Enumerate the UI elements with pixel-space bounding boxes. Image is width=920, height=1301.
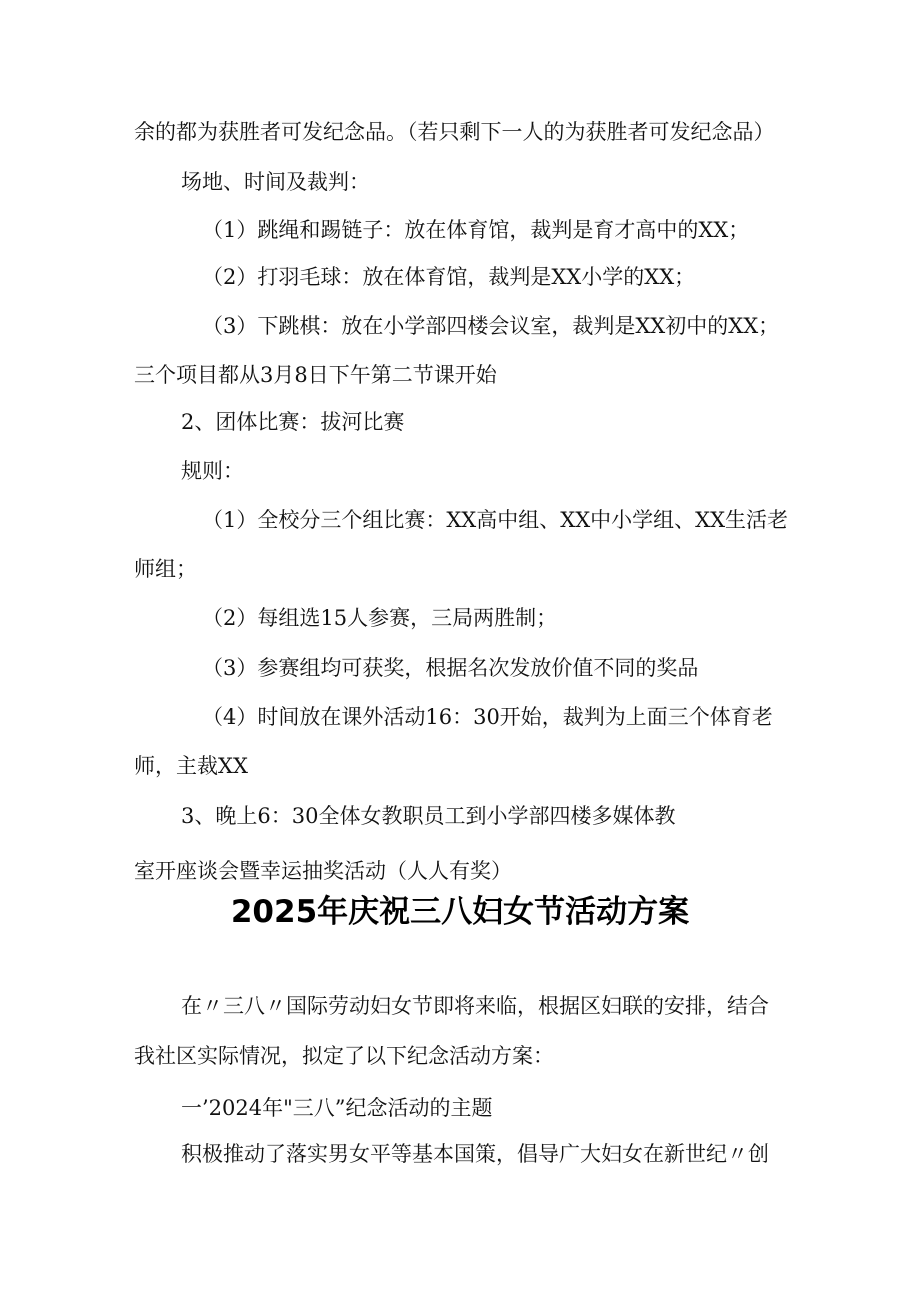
section-heading: 一’2024年"三八”纪念活动的主题 xyxy=(181,1096,493,1120)
list-item: （4）时间放在课外活动16：30开始，裁判为上面三个体育老 xyxy=(202,705,773,729)
body-line: 师组； xyxy=(134,557,197,581)
body-line: 在〃三八〃国际劳动妇女节即将来临，根据区妇联的安排，结合 xyxy=(181,994,769,1018)
list-item: （3）下跳棋：放在小学部四楼会议室，裁判是XX初中的XX； xyxy=(202,314,780,338)
section-heading: 场地、时间及裁判： xyxy=(181,170,370,194)
body-line: 我社区实际情况，拟定了以下纪念活动方案： xyxy=(134,1044,554,1068)
body-line: 余的都为获胜者可发纪念品。（若只剩下一人的为获胜者可发纪念品） xyxy=(134,120,775,144)
body-line: 室开座谈会暨幸运抽奖活动（人人有奖） xyxy=(134,859,512,883)
list-item: （2）每组选15人参赛，三局两胜制； xyxy=(202,606,558,630)
list-item: （3）参赛组均可获奖，根据名次发放价值不同的奖品 xyxy=(202,656,699,680)
body-line: 师，主裁XX xyxy=(134,754,248,778)
section-heading: 2、团体比赛：拔河比赛 xyxy=(181,410,405,434)
body-line: 3、晚上6：30全体女教职员工到小学部四楼多媒体教 xyxy=(181,804,676,828)
section-heading: 规则： xyxy=(181,459,244,483)
body-line: 三个项目都从3月8日下午第二节课开始 xyxy=(134,363,497,387)
body-line: 积极推动了落实男女平等基本国策，倡导广大妇女在新世纪〃创 xyxy=(181,1142,769,1166)
list-item: （1）全校分三个组比赛：XX高中组、XX中小学组、XX生活老 xyxy=(202,508,789,532)
list-item: （2）打羽毛球：放在体育馆，裁判是XX小学的XX； xyxy=(202,265,696,289)
list-item: （1）跳绳和踢链子：放在体育馆，裁判是育才高中的XX； xyxy=(202,218,750,242)
document-title: 2025年庆祝三八妇女节活动方案 xyxy=(230,894,690,930)
